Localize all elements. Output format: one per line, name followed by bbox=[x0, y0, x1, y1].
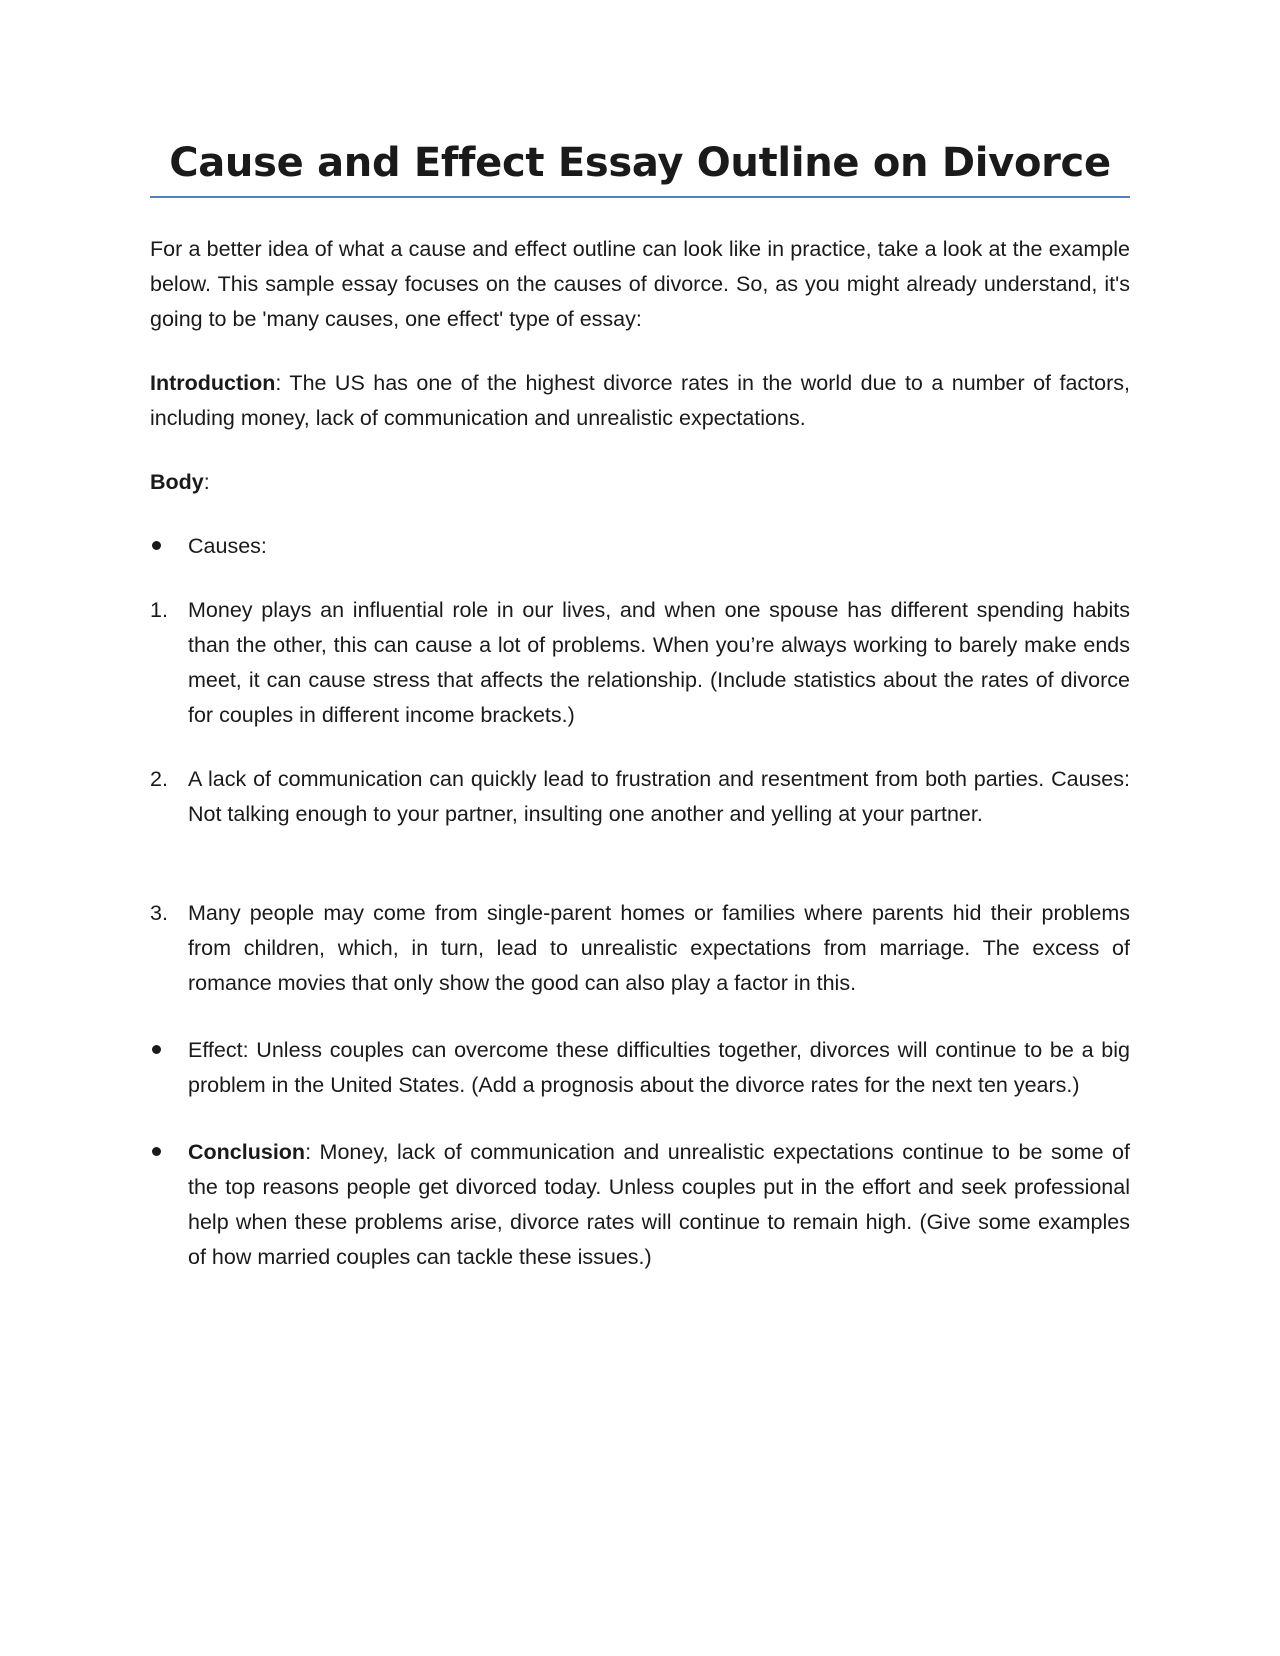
bullet-marker bbox=[150, 1033, 180, 1068]
list-number: 1. bbox=[150, 598, 168, 622]
intro-paragraph: For a better idea of what a cause and effect outline can look like in practice, take a look at the example below. This sample essay focuses on the causes of divorce. So, as you might already understand, it's going to be 'many causes, one effect' type of essay: bbox=[150, 237, 1130, 331]
bullet-dot-icon bbox=[152, 541, 161, 550]
bullet-marker bbox=[150, 1135, 180, 1170]
effect-text: Effect: Unless couples can overcome these difficulties together, divorces will continue to be a big problem in the United States. (Add a prognosis about the divorce rates for the next ten years.) bbox=[188, 1038, 1130, 1097]
page-title: Cause and Effect Essay Outline on Divorce bbox=[169, 140, 1111, 186]
body-label: Body bbox=[150, 470, 204, 494]
cause-3-text: Many people may come from single-parent homes or families where parents hid their problems from children, which, in turn, lead to unrealistic expectations from marriage. The excess of romance movies that only show the good can also play a factor in this. bbox=[188, 901, 1130, 995]
body-label-suffix: : bbox=[203, 470, 210, 494]
list-item-cause-2 bbox=[150, 762, 1130, 832]
list-number: 2. bbox=[150, 767, 168, 791]
cause-1-text: Money plays an influential role in our lives, and when one spouse has different spending habits than the other, this can cause a lot of problems. When you’re always working to barely make ends meet, it can cause stress that affects the relationship. (Include statistics about the rates of divorce for couples in different income brackets.) bbox=[188, 598, 1130, 727]
conclusion-text: : Money, lack of communication and unrealistic expectations continue to be some of the top reasons people get divorced today. Unless couples put in the effort and seek professional help when these problems arise, divorce rates will continue to remain high. (Give some examples of how married couples can tackle these issues.) bbox=[188, 1140, 1130, 1269]
list-item-conclusion bbox=[150, 1135, 1130, 1275]
list-item-causes bbox=[150, 529, 1130, 564]
body-heading bbox=[150, 465, 1130, 500]
causes-bullet-text: Causes: bbox=[188, 534, 267, 558]
cause-2-text: A lack of communication can quickly lead to frustration and resentment from both parties. Causes: Not talking enough to your partner, insulting one another and yelling at your partner. bbox=[188, 767, 1130, 826]
title-underline-rule bbox=[150, 196, 1130, 198]
list-number: 3. bbox=[150, 901, 168, 925]
introduction-text: : The US has one of the highest divorce rates in the world due to a number of factors, including money, lack of communication and unrealistic expectations. bbox=[150, 371, 1130, 430]
document-page bbox=[150, 140, 1130, 1275]
list-item-effect bbox=[150, 1033, 1130, 1103]
bullet-dot-icon bbox=[152, 1045, 161, 1054]
list-item-cause-3 bbox=[150, 896, 1130, 1001]
list-item-cause-1 bbox=[150, 593, 1130, 733]
conclusion-label: Conclusion bbox=[188, 1140, 306, 1164]
bullet-dot-icon bbox=[152, 1147, 161, 1156]
bullet-marker bbox=[150, 529, 180, 564]
introduction-label: Introduction bbox=[150, 371, 276, 395]
introduction-paragraph bbox=[150, 366, 1130, 436]
